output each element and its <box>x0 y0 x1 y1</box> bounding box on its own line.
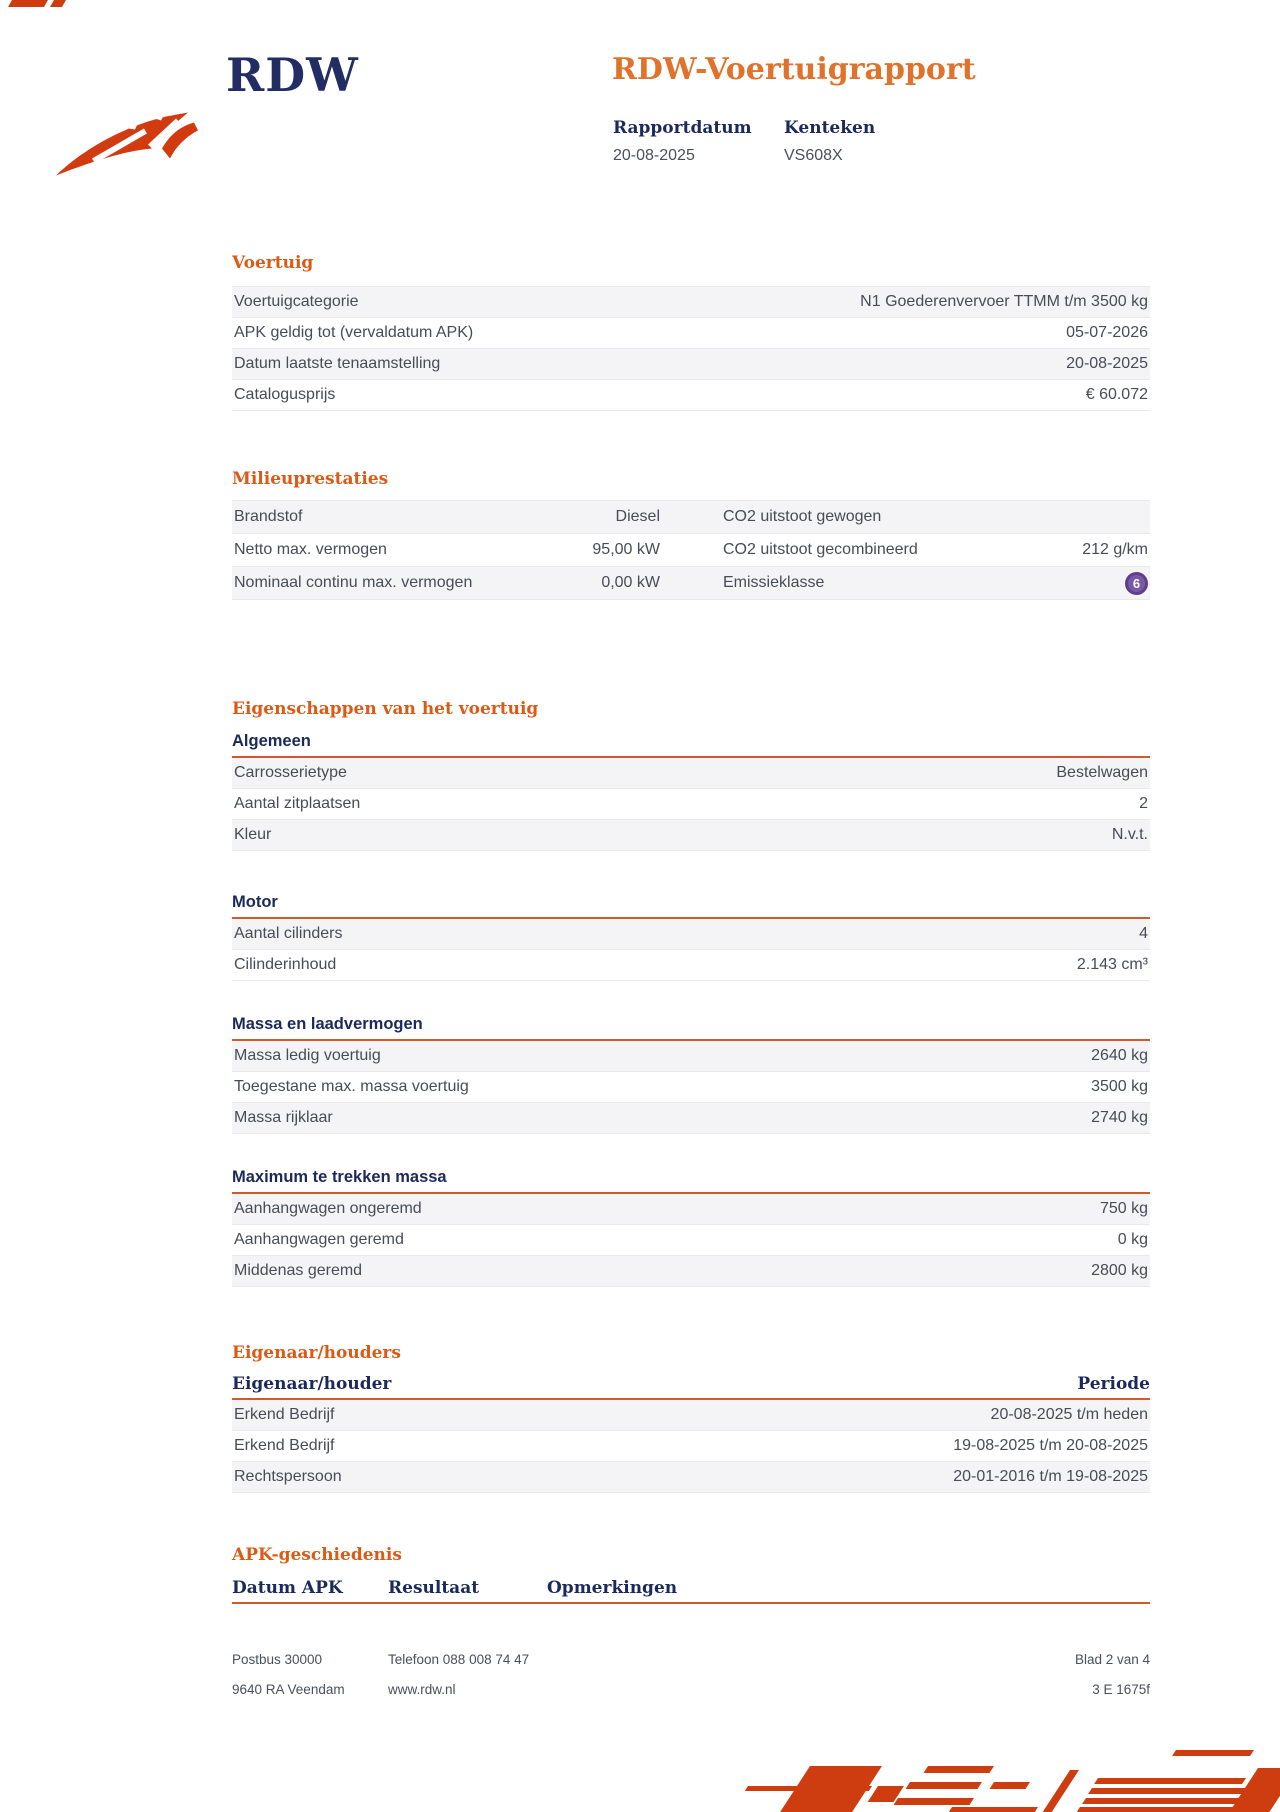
row-value: 95,00 kW <box>592 541 660 558</box>
row-label: CO2 uitstoot gewogen <box>723 508 882 525</box>
row-value: 05-07-2026 <box>1066 324 1148 341</box>
table-row <box>232 789 1150 820</box>
trekken-table <box>232 1194 1150 1287</box>
table-row <box>232 1225 1150 1256</box>
subsection-massa <box>232 1013 1150 1134</box>
row-label: Aanhangwagen geremd <box>234 1231 404 1248</box>
subsection-algemeen-title: Algemeen <box>232 732 311 750</box>
divider <box>232 1602 1150 1604</box>
section-eigenschappen-title: Eigenschappen van het voertuig <box>232 699 539 719</box>
row-label: Brandstof <box>234 508 303 525</box>
subsection-motor <box>232 891 1150 981</box>
table-row <box>232 501 1150 534</box>
owner-table-header <box>232 1374 1150 1394</box>
table-row <box>232 534 1150 567</box>
milieu-table <box>232 500 1150 600</box>
table-row <box>232 1072 1150 1103</box>
row-value: 212 g/km <box>1082 541 1148 558</box>
row-value: 0,00 kW <box>601 574 660 591</box>
table-row <box>232 1103 1150 1134</box>
section-apk-title: APK-geschiedenis <box>232 1545 402 1565</box>
footer-address-line2: 9640 RA Veendam <box>232 1682 345 1697</box>
section-eigenschappen <box>232 698 1150 1287</box>
section-voertuig <box>232 252 1150 411</box>
footer-page-number: Blad 2 van 4 <box>1074 1652 1150 1667</box>
owner-period: 20-01-2016 t/m 19-08-2025 <box>953 1468 1148 1485</box>
owner-period: 20-08-2025 t/m heden <box>990 1406 1148 1423</box>
table-row <box>232 950 1150 981</box>
row-value: 3500 kg <box>1091 1078 1148 1095</box>
owner-table <box>232 1400 1150 1493</box>
massa-table <box>232 1041 1150 1134</box>
apk-table-header <box>232 1578 1150 1598</box>
column-header-datum-apk: Datum APK <box>232 1578 343 1598</box>
row-label: Emissieklasse <box>723 574 825 591</box>
section-apk <box>232 1544 1150 1604</box>
page-footer <box>232 1652 1150 1697</box>
row-value: € 60.072 <box>1085 386 1148 403</box>
row-label: Massa ledig voertuig <box>234 1047 381 1064</box>
table-row <box>232 919 1150 950</box>
table-row <box>232 1431 1150 1462</box>
table-row <box>232 758 1150 789</box>
row-label: Catalogusprijs <box>234 386 336 403</box>
motor-table <box>232 919 1150 981</box>
license-plate-value: VS608X <box>784 147 843 164</box>
table-row <box>232 380 1150 411</box>
row-label: Aanhangwagen ongeremd <box>234 1200 422 1217</box>
owner-name: Rechtspersoon <box>234 1468 342 1485</box>
section-milieuprestaties <box>232 468 1150 600</box>
row-value: 2740 kg <box>1091 1109 1148 1126</box>
algemeen-table <box>232 758 1150 851</box>
row-label: Massa rijklaar <box>234 1109 333 1126</box>
row-value: 4 <box>1139 925 1148 942</box>
row-label: Datum laatste tenaamstelling <box>234 355 441 372</box>
footer-address-line1: Postbus 30000 <box>232 1652 323 1667</box>
report-date-value: 20-08-2025 <box>613 147 695 164</box>
page-title: RDW-Voertuigrapport <box>612 52 976 87</box>
column-header-period: Periode <box>1077 1374 1150 1394</box>
footer-doc-code: 3 E 1675f <box>1092 1682 1150 1697</box>
section-eigenaar-title: Eigenaar/houders <box>232 1343 401 1363</box>
subsection-motor-title: Motor <box>232 893 278 911</box>
owner-period: 19-08-2025 t/m 20-08-2025 <box>953 1437 1148 1454</box>
table-row <box>232 318 1150 349</box>
row-label: Aantal zitplaatsen <box>234 795 361 812</box>
table-row <box>232 1194 1150 1225</box>
subsection-massa-title: Massa en laadvermogen <box>232 1015 423 1033</box>
row-label: Kleur <box>234 826 272 843</box>
row-label: Toegestane max. massa voertuig <box>234 1078 469 1095</box>
table-row <box>232 1400 1150 1431</box>
row-value: 750 kg <box>1099 1200 1148 1217</box>
owner-name: Erkend Bedrijf <box>234 1437 335 1454</box>
row-value: 0 kg <box>1117 1231 1148 1248</box>
subsection-trekken-title: Maximum te trekken massa <box>232 1168 447 1186</box>
row-label: CO2 uitstoot gecombineerd <box>723 541 918 558</box>
footer-website: www.rdw.nl <box>388 1682 456 1697</box>
decorative-stripes-graphic <box>640 1740 1280 1812</box>
table-row <box>232 1462 1150 1493</box>
rdw-logo-icon <box>54 90 204 178</box>
column-header-opmerkingen: Opmerkingen <box>547 1578 678 1598</box>
table-row <box>232 1041 1150 1072</box>
row-value: 20-08-2025 <box>1066 355 1148 372</box>
section-milieuprestaties-title: Milieuprestaties <box>232 469 389 489</box>
row-value: 2.143 cm³ <box>1076 956 1148 973</box>
column-header-owner: Eigenaar/houder <box>232 1374 392 1394</box>
table-row <box>232 567 1150 600</box>
emission-class-badge: 6 <box>1125 572 1148 595</box>
row-value: Diesel <box>615 508 660 525</box>
corner-stripe-graphic <box>4 0 74 10</box>
license-plate-label: Kenteken <box>784 118 876 138</box>
section-voertuig-title: Voertuig <box>232 253 314 273</box>
row-label: Nominaal continu max. vermogen <box>234 574 473 591</box>
row-label: Cilinderinhoud <box>234 956 337 973</box>
voertuig-table <box>232 286 1150 411</box>
column-header-resultaat: Resultaat <box>388 1578 480 1598</box>
rdw-logo-text: RDW <box>226 48 359 102</box>
owner-name: Erkend Bedrijf <box>234 1406 335 1423</box>
row-value: N.v.t. <box>1111 826 1148 843</box>
row-label: Middenas geremd <box>234 1262 363 1279</box>
row-value: 2800 kg <box>1091 1262 1148 1279</box>
subsection-trekken <box>232 1166 1150 1287</box>
subsection-algemeen <box>232 730 1150 851</box>
footer-phone: Telefoon 088 008 74 47 <box>388 1652 530 1667</box>
table-row <box>232 820 1150 851</box>
row-label: Netto max. vermogen <box>234 541 387 558</box>
row-label: Voertuigcategorie <box>234 293 359 310</box>
table-row <box>232 349 1150 380</box>
row-value: 2640 kg <box>1091 1047 1148 1064</box>
table-row <box>232 1256 1150 1287</box>
row-value: N1 Goederenvervoer TTMM t/m 3500 kg <box>860 293 1148 310</box>
row-label: Aantal cilinders <box>234 925 343 942</box>
row-label: APK geldig tot (vervaldatum APK) <box>234 324 474 341</box>
emission-class-cell <box>993 572 1148 595</box>
report-date-label: Rapportdatum <box>613 118 752 138</box>
row-label: Carrosserietype <box>234 764 347 781</box>
row-value: 2 <box>1139 795 1148 812</box>
row-value: Bestelwagen <box>1056 764 1148 781</box>
section-eigenaar <box>232 1342 1150 1493</box>
table-row <box>232 287 1150 318</box>
